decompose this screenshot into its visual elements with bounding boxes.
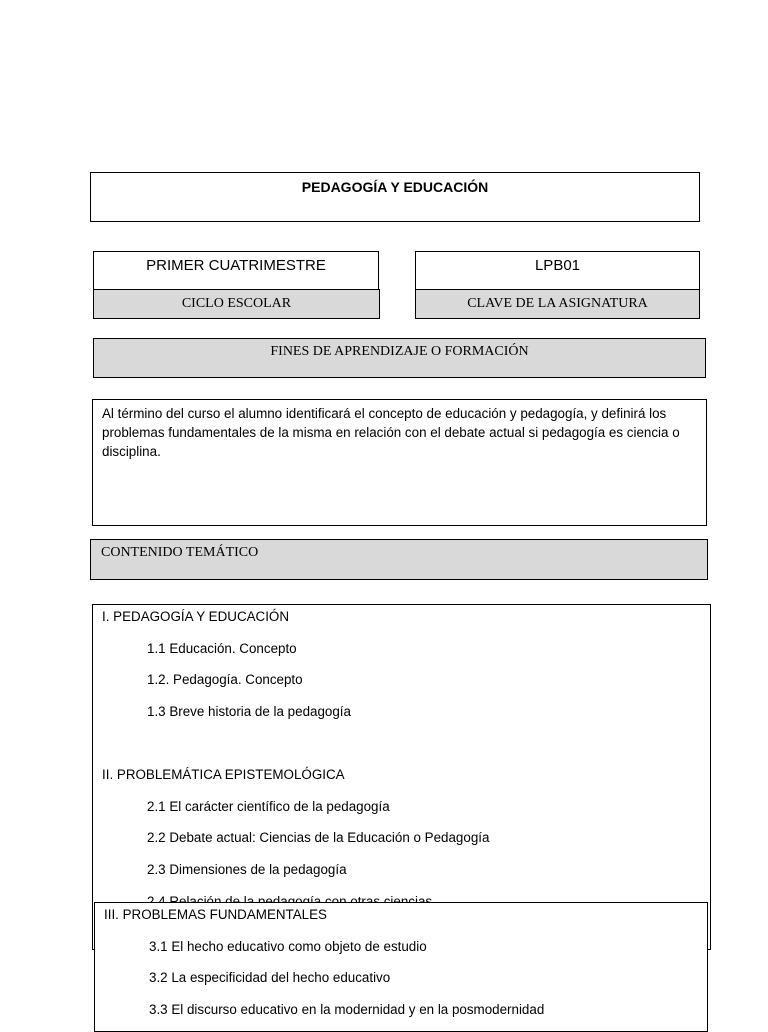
school-cycle-value: PRIMER CUATRIMESTRE [93, 251, 379, 290]
list-item: 1.3 Breve historia de la pedagogía [147, 704, 351, 719]
list-item: 3.1 El hecho educativo como objeto de estudio [149, 939, 427, 954]
list-item: 2.2 Debate actual: Ciencias de la Educación o Pedagogía [147, 830, 490, 845]
list-item: 2.1 El carácter científico de la pedagogía [147, 799, 390, 814]
unit-title: II. PROBLEMÁTICA EPISTEMOLÓGICA [102, 767, 345, 782]
unit-title: III. PROBLEMAS FUNDAMENTALES [104, 907, 327, 922]
learning-goals-heading: FINES DE APRENDIZAJE O FORMACIÓN [93, 338, 706, 378]
learning-goals-text: Al término del curso el alumno identificará el concepto de educación y pedagogía, y definirá los problemas fundamentales de la misma en relación con el debate actual si pedagogía es ciencia o disciplina. [92, 399, 707, 526]
list-item: 2.3 Dimensiones de la pedagogía [147, 862, 347, 877]
list-item: 3.2 La especificidad del hecho educativo [149, 970, 391, 985]
content-heading: CONTENIDO TEMÁTICO [90, 539, 708, 580]
list-item: 1.1 Educación. Concepto [147, 641, 297, 656]
course-title: PEDAGOGÍA Y EDUCACIÓN [301, 179, 489, 195]
content-list-box-overlay [94, 902, 708, 1032]
content-list-box [92, 604, 711, 950]
list-item: 3.3 El discurso educativo en la modernidad y en la posmodernidad [149, 1002, 545, 1017]
list-item: 1.2. Pedagogía. Concepto [147, 672, 303, 687]
course-title-box [90, 172, 700, 222]
unit-title: I. PEDAGOGÍA Y EDUCACIÓN [102, 609, 290, 624]
course-key-value: LPB01 [415, 251, 700, 290]
school-cycle-label: CICLO ESCOLAR [93, 289, 380, 319]
course-key-label: CLAVE DE LA ASIGNATURA [415, 289, 700, 319]
